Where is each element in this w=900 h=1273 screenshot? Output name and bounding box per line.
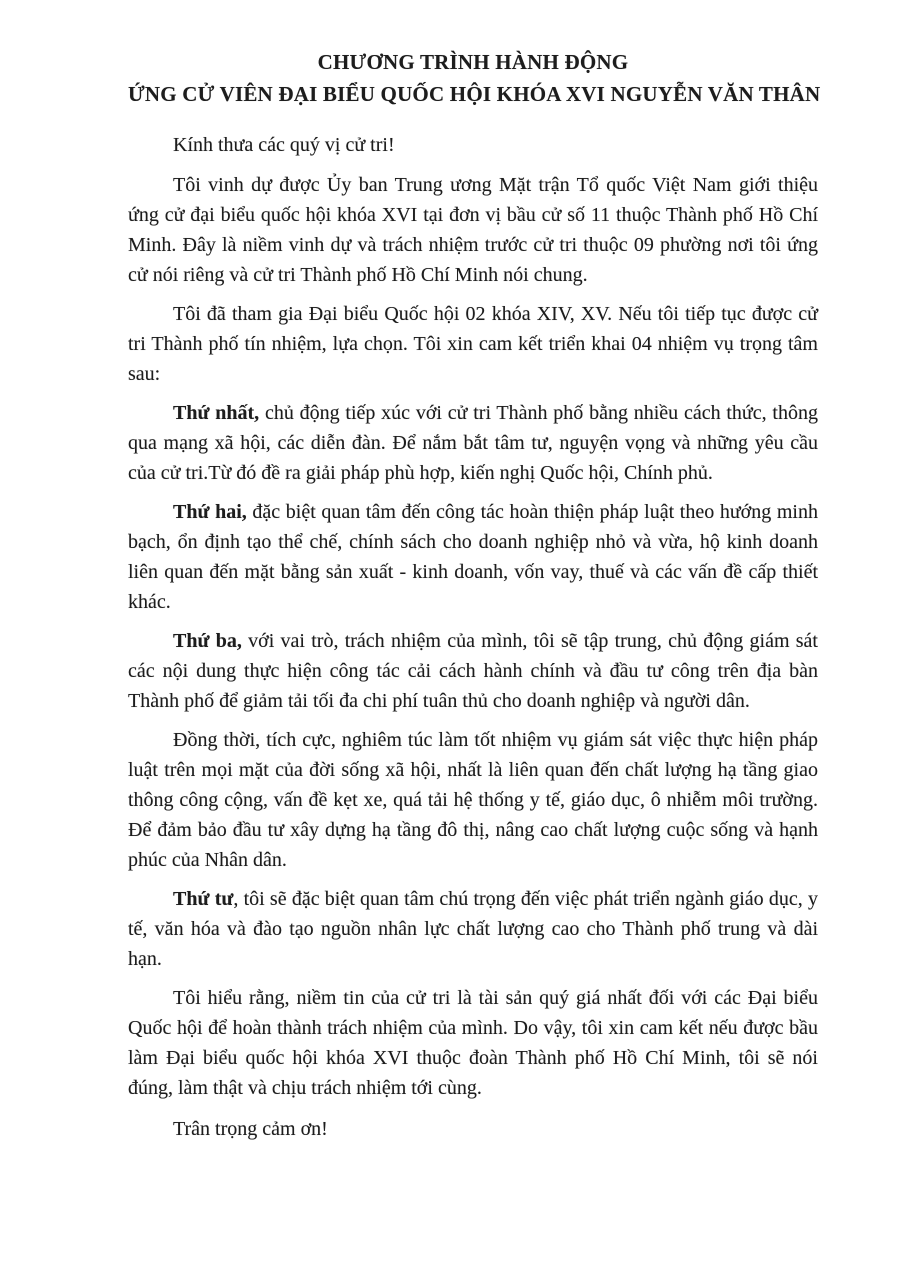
paragraph-first-task <box>128 398 818 488</box>
paragraph-second-task <box>128 497 818 617</box>
paragraph-additionally <box>128 725 818 875</box>
paragraph-text: Đồng thời, tích cực, nghiêm túc làm tốt nhiệm vụ giám sát việc thực hiện pháp luật trên mọi mặt của đời sống xã hội, nhất là liên quan đến chất lượng hạ tầng giao thông công cộng, vấn đề kẹt xe, quá tải hệ thống y tế, giáo dục, ô nhiễm môi trường. Để đảm bảo đầu tư xây dựng hạ tầng đô thị, nâng cao chất lượng cuộc sống và hạnh phúc của Nhân dân. <box>128 729 818 871</box>
paragraph-conclusion <box>128 983 818 1103</box>
paragraph-text: đặc biệt quan tâm đến công tác hoàn thiện pháp luật theo hướng minh bạch, ổn định tạo thể chế, chính sách cho doanh nghiệp nhỏ và vừa, hộ kinh doanh liên quan đến mặt bằng sản xuất - kinh doanh, vốn vay, thuế và các vấn đề cấp thiết khác. <box>128 501 818 613</box>
paragraph-intro <box>128 170 818 290</box>
paragraph-text: Tôi vinh dự được Ủy ban Trung ương Mặt trận Tổ quốc Việt Nam giới thiệu ứng cử đại biểu quốc hội khóa XVI tại đơn vị bầu cử số 11 thuộc Thành phố Hồ Chí Minh. Đây là niềm vinh dự và trách nhiệm trước cử tri thuộc 09 phường nơi tôi ứng cử nói riêng và cử tri Thành phố Hồ Chí Minh nói chung. <box>128 174 818 286</box>
closing: Trân trọng cảm ơn! <box>173 1118 328 1140</box>
document-title <box>128 46 821 110</box>
salutation: Kính thưa các quý vị cử tri! <box>173 134 395 156</box>
paragraph-text: , tôi sẽ đặc biệt quan tâm chú trọng đến việc phát triển ngành giáo dục, y tế, văn hóa và đào tạo nguồn nhân lực chất lượng cao cho Thành phố trung và dài hạn. <box>128 888 818 970</box>
paragraph-lead: Thứ tư <box>173 888 234 910</box>
paragraph-text: Tôi đã tham gia Đại biểu Quốc hội 02 khóa XIV, XV. Nếu tôi tiếp tục được cử tri Thành phố tín nhiệm, lựa chọn. Tôi xin cam kết triển khai 04 nhiệm vụ trọng tâm sau: <box>128 303 818 385</box>
paragraph-text: Tôi hiểu rằng, niềm tin của cử tri là tài sản quý giá nhất đối với các Đại biểu Quốc hội để hoàn thành trách nhiệm của mình. Do vậy, tôi xin cam kết nếu được bầu làm Đại biểu quốc hội khóa XVI thuộc đoàn Thành phố Hồ Chí Minh, tôi sẽ nói đúng, làm thật và chịu trách nhiệm tới cùng. <box>128 987 818 1099</box>
paragraph-fourth-task <box>128 884 818 974</box>
paragraph-lead: Thứ ba, <box>173 630 242 652</box>
paragraph-lead: Thứ hai, <box>173 501 247 523</box>
title-line-1: CHƯƠNG TRÌNH HÀNH ĐỘNG <box>317 50 629 74</box>
paragraph-commitment <box>128 299 818 389</box>
paragraph-lead: Thứ nhất, <box>173 402 260 424</box>
paragraph-text: chủ động tiếp xúc với cử tri Thành phố bằng nhiều cách thức, thông qua mạng xã hội, các diễn đàn. Để nắm bắt tâm tư, nguyện vọng và những yêu cầu của cử tri.Từ đó đề ra giải pháp phù hợp, kiến nghị Quốc hội, Chính phủ. <box>128 402 818 484</box>
title-line-2: ỨNG CỬ VIÊN ĐẠI BIỂU QUỐC HỘI KHÓA XVI NGUYỄN VĂN THÂN <box>128 82 821 106</box>
paragraph-text: với vai trò, trách nhiệm của mình, tôi sẽ tập trung, chủ động giám sát các nội dung thực hiện công tác cải cách hành chính và đầu tư công trên địa bàn Thành phố để giảm tải tối đa chi phí tuân thủ cho doanh nghiệp và người dân. <box>128 630 818 712</box>
paragraph-third-task <box>128 626 818 716</box>
